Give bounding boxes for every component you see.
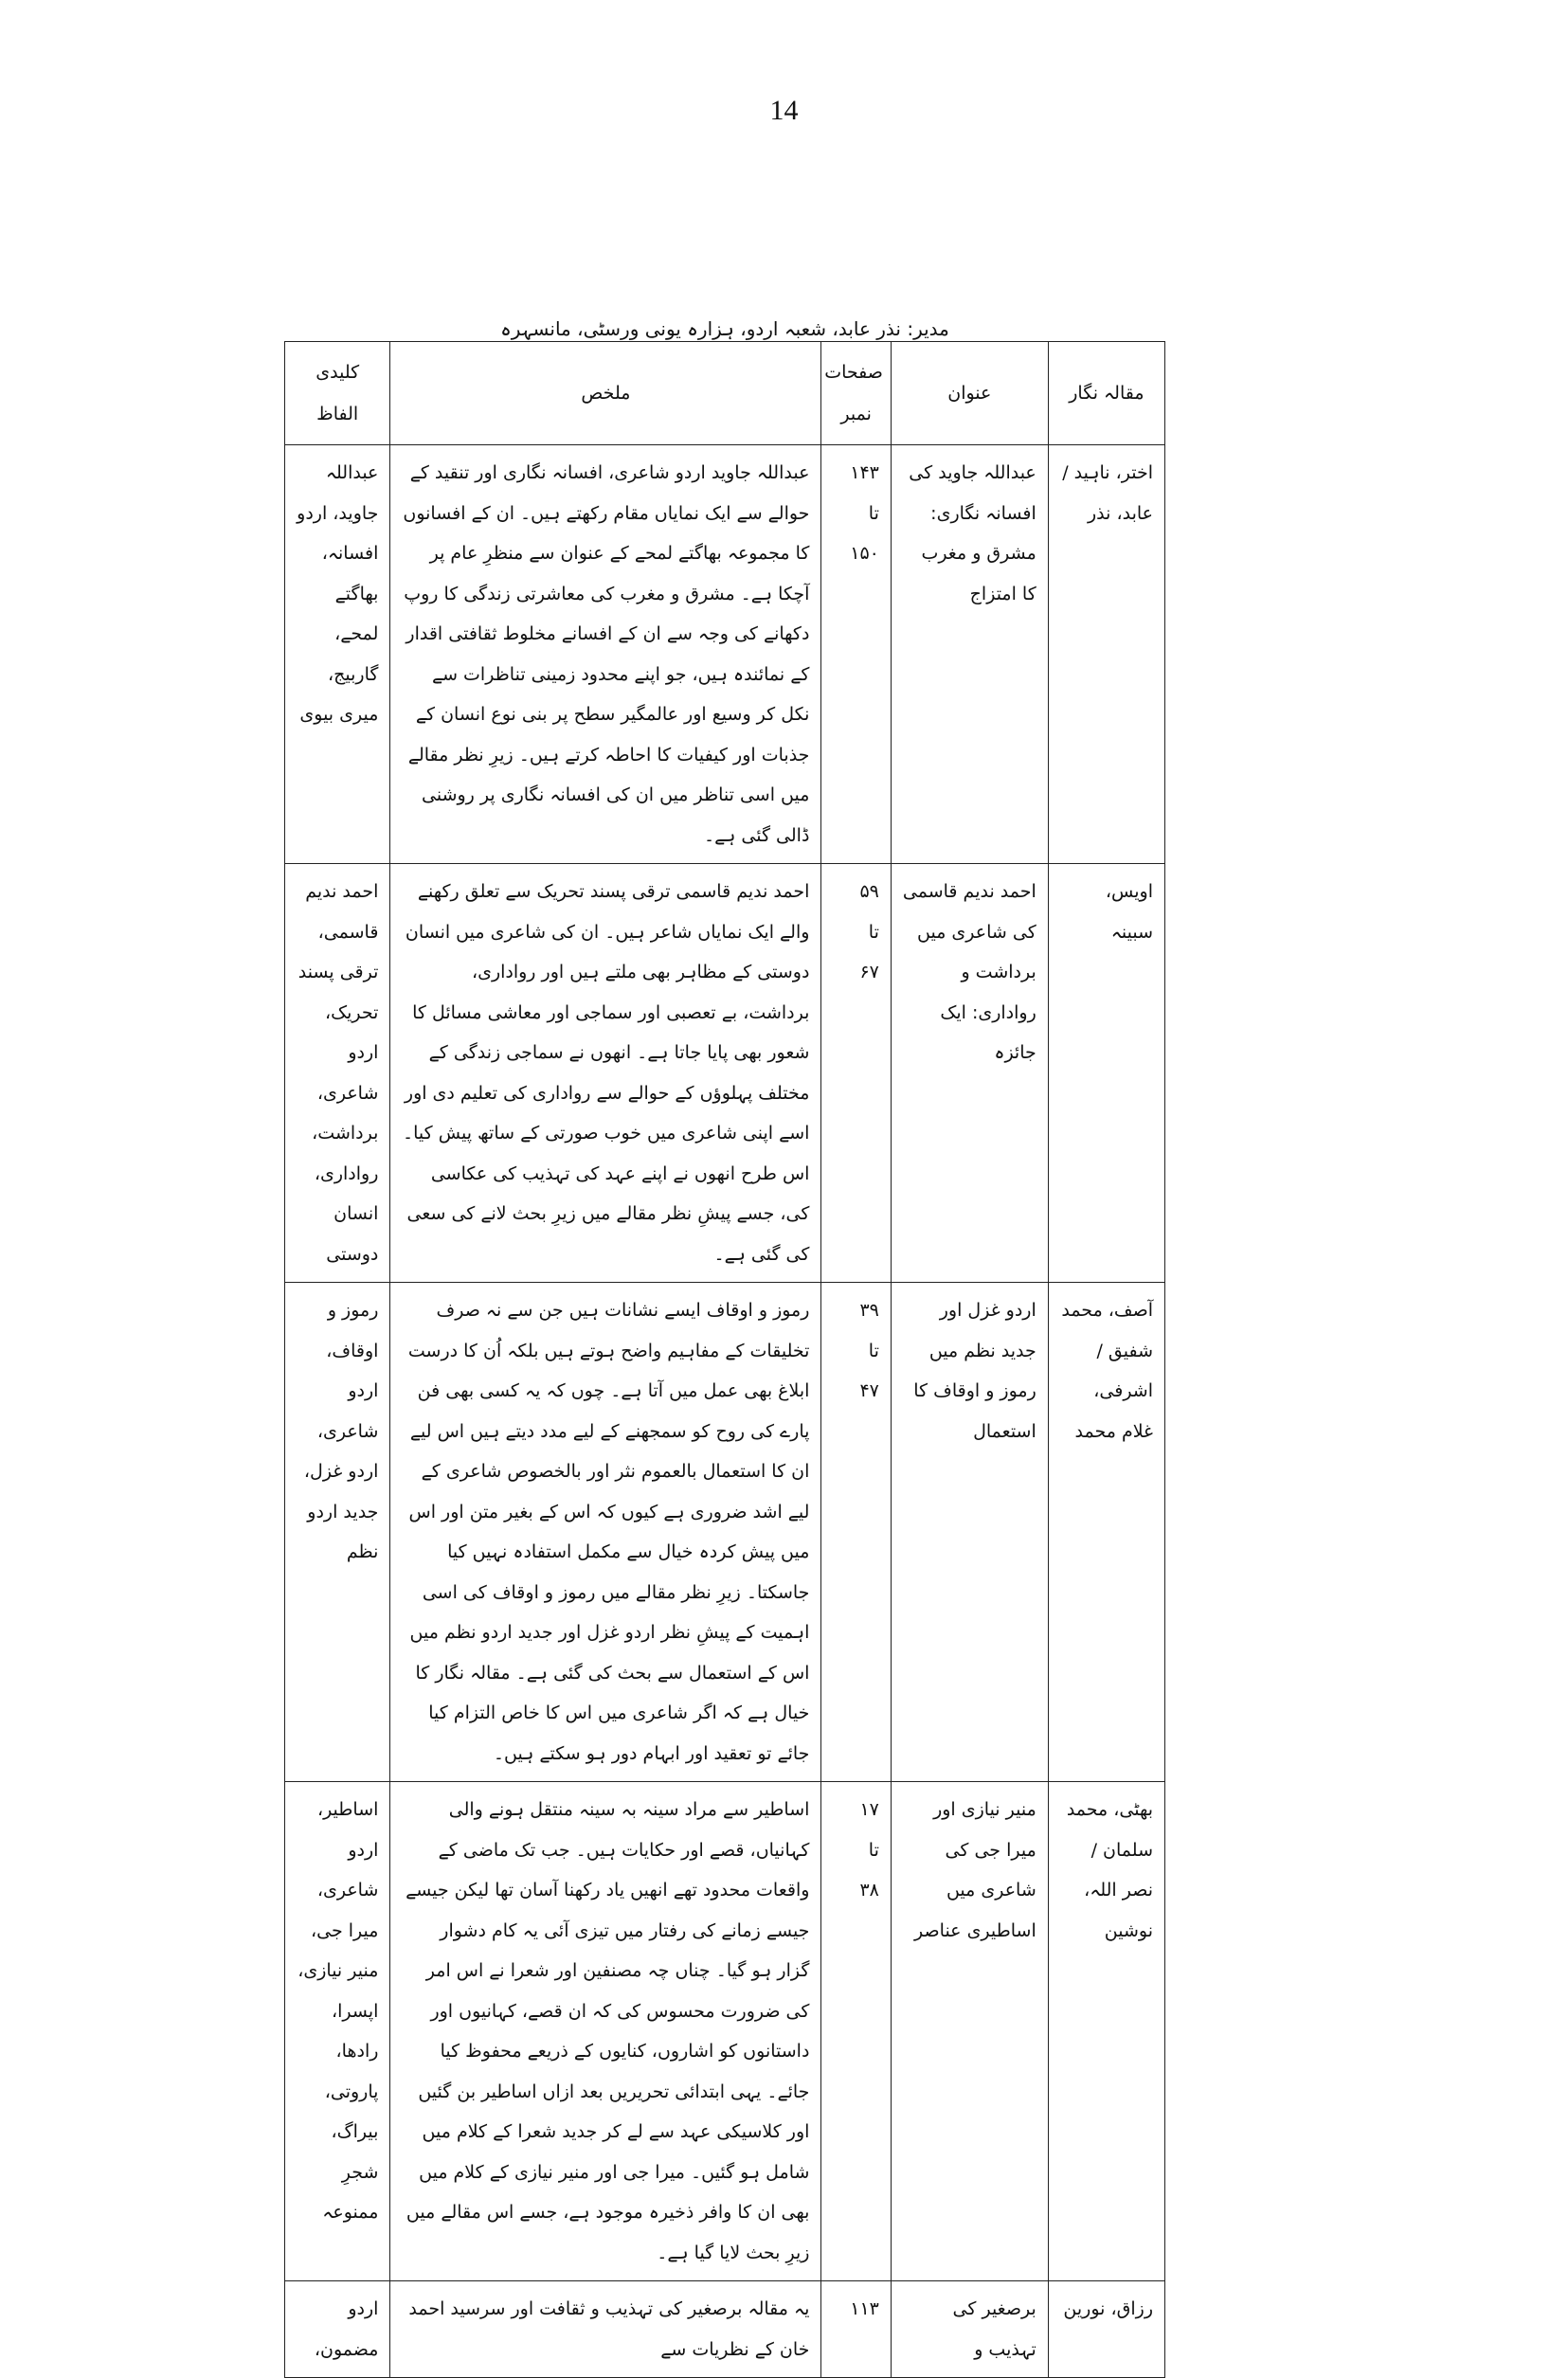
table-caption: مدیر: نذر عابد، شعبہ اردو، ہزارہ یونی ورسٹی، مانسہرہ [500, 317, 949, 340]
cell-author: رزاق، نورین [1048, 2281, 1164, 2378]
cell-title: احمد ندیم قاسمی کی شاعری میں برداشت و رواداری: ایک جائزہ [891, 864, 1048, 1283]
cell-keywords: عبداللہ جاوید، اردو افسانہ، بھاگتے لمحے، گاربیج، میری بیوی [285, 445, 390, 864]
page-separator: تا [868, 921, 879, 943]
table-row [285, 1283, 1165, 1782]
cell-title: عبداللہ جاوید کی افسانہ نگاری: مشرق و مغرب کا امتزاج [891, 445, 1048, 864]
page-start: ۱۱۳ [850, 2298, 879, 2319]
cell-pages [821, 445, 891, 864]
header-title: عنوان [891, 342, 1048, 445]
cell-author: بھٹی، محمد سلمان / نصر اللہ، نوشین [1048, 1782, 1164, 2281]
table-row [285, 2281, 1165, 2378]
header-pages-line1: صفحات [824, 362, 883, 383]
cell-pages [821, 2281, 891, 2378]
header-author: مقالہ نگار [1048, 342, 1164, 445]
cell-title: اردو غزل اور جدید نظم میں رموز و اوقاف کا استعمال [891, 1283, 1048, 1782]
page-separator: تا [868, 502, 879, 524]
page-end: ۳۸ [859, 1880, 879, 1901]
page-end: ۴۷ [859, 1380, 879, 1401]
page-end: ۶۷ [859, 962, 879, 982]
article-index-table [284, 341, 1165, 2378]
table-row [285, 1782, 1165, 2281]
header-abstract: ملخص [390, 342, 821, 445]
page-start: ۵۹ [859, 881, 879, 902]
cell-author: آصف، محمد شفیق / اشرفی، غلام محمد [1048, 1283, 1164, 1782]
header-pages [821, 342, 891, 445]
cell-abstract: رموز و اوقاف ایسے نشانات ہیں جن سے نہ صرف تخلیقات کے مفاہیم واضح ہوتے ہیں بلکہ اُن کا درست ابلاغ بھی عمل میں آتا ہے۔ چوں کہ یہ کسی بھی فن پارے کی روح کو سمجھنے کے لیے مدد دیتے ہیں اس لیے ان کا استعمال بالعموم نثر اور بالخصوص شاعری کے لیے اشد ضروری ہے کیوں کہ اس کے بغیر متن اور اس میں پیش کردہ خیال سے مکمل استفادہ نہیں کیا جاسکتا۔ زیرِ نظر مقالے میں رموز و اوقاف کی اسی اہمیت کے پیشِ نظر اردو غزل اور جدید اردو نظم میں اس کے استعمال سے بحث کی گئی ہے۔ مقالہ نگار کا خیال ہے کہ اگر شاعری میں اس کا خاص التزام کیا جائے تو تعقید اور ابہام دور ہو سکتے ہیں۔ [390, 1283, 821, 1782]
cell-pages [821, 1283, 891, 1782]
page-start: ۱۷ [859, 1799, 879, 1820]
page-start: ۱۴۳ [850, 462, 879, 483]
table-row [285, 445, 1165, 864]
cell-pages [821, 864, 891, 1283]
page-number: 14 [769, 95, 799, 126]
cell-abstract: عبداللہ جاوید اردو شاعری، افسانہ نگاری اور تنقید کے حوالے سے ایک نمایاں مقام رکھتے ہیں۔ ان کے افسانوں کا مجموعہ بھاگتے لمحے کے عنوان سے منظرِ عام پر آچکا ہے۔ مشرق و مغرب کی معاشرتی زندگی کا روپ دکھانے کی وجہ سے ان کے افسانے مخلوط ثقافتی اقدار کے نمائندہ ہیں، جو اپنے محدود زمینی تناظرات سے نکل کر وسیع اور عالمگیر سطح پر بنی نوع انسان کے جذبات اور کیفیات کا احاطہ کرتے ہیں۔ زیرِ نظر مقالے میں اسی تناظر میں ان کی افسانہ نگاری پر روشنی ڈالی گئی ہے۔ [390, 445, 821, 864]
table-header-row [285, 342, 1165, 445]
cell-keywords: احمد ندیم قاسمی، ترقی پسند تحریک، اردو شاعری، برداشت، رواداری، انسان دوستی [285, 864, 390, 1283]
cell-abstract: یہ مقالہ برصغیر کی تہذیب و ثقافت اور سرسید احمد خان کے نظریات سے [390, 2281, 821, 2378]
cell-abstract: احمد ندیم قاسمی ترقی پسند تحریک سے تعلق رکھنے والے ایک نمایاں شاعر ہیں۔ ان کی شاعری میں انسان دوستی کے مظاہر بھی ملتے ہیں اور رواداری، برداشت، بے تعصبی اور سماجی اور معاشی مسائل کا شعور بھی پایا جاتا ہے۔ انھوں نے سماجی زندگی کے مختلف پہلوؤں کے حوالے سے رواداری کی تعلیم دی اور اسے اپنی شاعری میں خوب صورتی کے ساتھ پیش کیا۔ اس طرح انھوں نے اپنے عہد کی تہذیب کی عکاسی کی، جسے پیشِ نظر مقالے میں زیرِ بحث لانے کی سعی کی گئی ہے۔ [390, 864, 821, 1283]
table-row [285, 864, 1165, 1283]
cell-abstract: اساطیر سے مراد سینہ بہ سینہ منتقل ہونے والی کہانیاں، قصے اور حکایات ہیں۔ جب تک ماضی کے واقعات محدود تھے انھیں یاد رکھنا آسان تھا لیکن جیسے جیسے زمانے کی رفتار میں تیزی آئی یہ کام دشوار گزار ہو گیا۔ چناں چہ مصنفین اور شعرا نے اس امر کی ضرورت محسوس کی کہ ان قصے، کہانیوں اور داستانوں کو اشاروں، کنایوں کے ذریعے محفوظ کیا جائے۔ یہی ابتدائی تحریریں بعد ازاں اساطیر بن گئیں اور کلاسیکی عہد سے لے کر جدید شعرا کے کلام میں شامل ہو گئیں۔ میرا جی اور منیر نیازی کے کلام میں بھی ان کا وافر ذخیرہ موجود ہے، جسے اس مقالے میں زیرِ بحث لایا گیا ہے۔ [390, 1782, 821, 2281]
cell-title: برصغیر کی تہذیب و [891, 2281, 1048, 2378]
cell-keywords: اردو مضمون، [285, 2281, 390, 2378]
header-pages-line2: نمبر [840, 404, 872, 424]
page-separator: تا [868, 1839, 879, 1861]
cell-keywords: اساطیر، اردو شاعری، میرا جی، منیر نیازی، اپسرا، رادھا، پاروتی، بیراگ، شجرِ ممنوعہ [285, 1782, 390, 2281]
cell-author: اختر، ناہید / عابد، نذر [1048, 445, 1164, 864]
page-end: ۱۵۰ [850, 543, 879, 564]
page-start: ۳۹ [859, 1300, 879, 1321]
cell-title: منیر نیازی اور میرا جی کی شاعری میں اساطیری عناصر [891, 1782, 1048, 2281]
cell-keywords: رموز و اوقاف، اردو شاعری، اردو غزل، جدید اردو نظم [285, 1283, 390, 1782]
header-keywords: کلیدی الفاظ [285, 342, 390, 445]
page-separator: تا [868, 1340, 879, 1361]
cell-author: اویس، سبینہ [1048, 864, 1164, 1283]
cell-pages [821, 1782, 891, 2281]
